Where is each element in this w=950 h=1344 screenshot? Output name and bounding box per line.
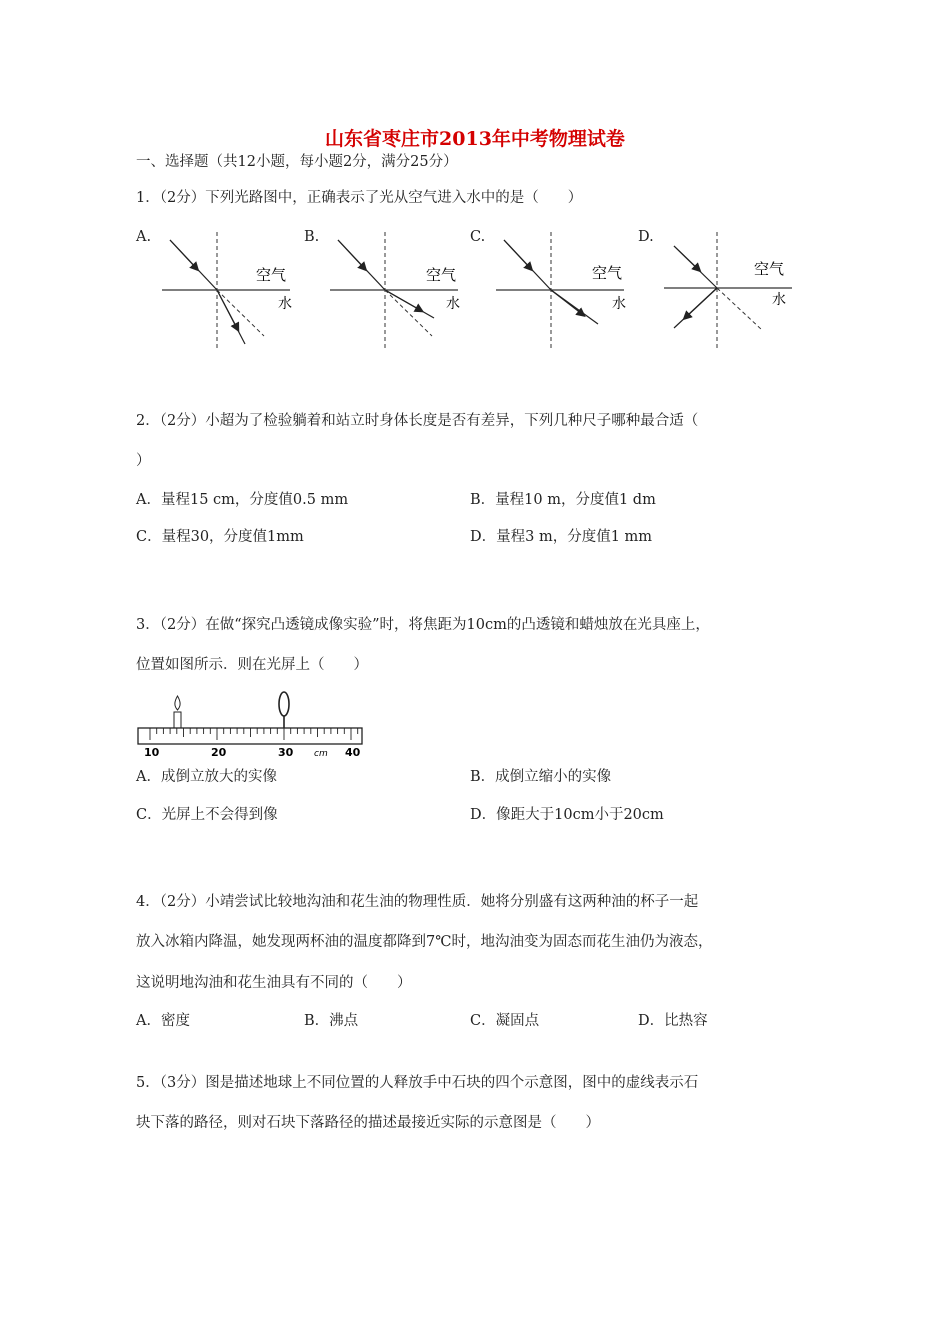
- q2-option-a: A．量程15 cm，分度值0.5 mm: [136, 492, 349, 508]
- page-title: 山东省枣庄市2013年中考物理试卷: [325, 128, 625, 150]
- candle-icon: [174, 712, 181, 728]
- question-2-stem-line2: ）: [136, 453, 151, 469]
- q1-option-c-label: C.: [470, 229, 486, 245]
- question-4-stem-line1: 4．（2分）小靖尝试比较地沟油和花生油的物理性质．她将分别盛有这两种油的杯子一起: [136, 894, 699, 910]
- question-3-stem-line2: 位置如图所示．则在光屏上（ ）: [136, 657, 368, 673]
- q1-c-air-label: 空气: [592, 264, 623, 282]
- ruler-label-10: 10: [144, 746, 160, 759]
- q3-option-a: A．成倒立放大的实像: [136, 769, 277, 785]
- ruler-unit-label: cm: [314, 749, 328, 759]
- lens-icon: [279, 692, 289, 716]
- question-5-stem-line2: 块下落的路径，则对石块下落路径的描述最接近实际的示意图是（ ）: [136, 1115, 600, 1131]
- q1-option-b-label: B.: [304, 229, 320, 245]
- ruler-label-40: 40: [345, 746, 361, 759]
- question-3-stem-line1: 3．（2分）在做“探究凸透镜成像实验”时，将焦距为10cm的凸透镜和蜡烛放在光具座上，: [136, 617, 710, 633]
- question-4-stem-line2: 放入冰箱内降温，她发现两杯油的温度都降到7℃时，地沟油变为固态而花生油仍为液态，: [136, 934, 713, 950]
- q1-diagram-a: [160, 232, 300, 348]
- q1-b-water-label: 水: [446, 296, 460, 312]
- q4-option-b: B．沸点: [304, 1013, 359, 1029]
- q4-option-a: A．密度: [136, 1013, 190, 1029]
- section-heading: 一、选择题（共12小题，每小题2分，满分25分）: [136, 154, 458, 170]
- q1-option-c: [470, 226, 485, 247]
- q2-option-d: D．量程3 m，分度值1 mm: [470, 529, 653, 545]
- q1-option-d-label: D.: [638, 229, 654, 245]
- q3-option-d: D．像距大于10cm小于20cm: [470, 807, 664, 823]
- question-2-stem-line1: 2．（2分）小超为了检验躺着和站立时身体长度是否有差异，下列几种尺子哪种最合适（: [136, 413, 699, 429]
- q3-option-c: C．光屏上不会得到像: [136, 807, 278, 823]
- q1-a-water-label: 水: [278, 296, 292, 312]
- ruler: [138, 728, 362, 744]
- q4-option-c: C．凝固点: [470, 1013, 540, 1029]
- q1-diagram-c: [494, 232, 634, 348]
- q3-option-b: B．成倒立缩小的实像: [470, 769, 612, 785]
- q1-b-air-label: 空气: [426, 266, 457, 284]
- q1-option-b: [304, 226, 319, 247]
- question-4-stem-line3: 这说明地沟油和花生油具有不同的（ ）: [136, 975, 412, 991]
- flame-icon: [175, 696, 180, 710]
- q1-option-d: [638, 226, 654, 247]
- question-5-stem-line1: 5．（3分）图是描述地球上不同位置的人释放手中石块的四个示意图，图中的虚线表示石: [136, 1075, 699, 1091]
- question-1-stem: 1．（2分）下列光路图中，正确表示了光从空气进入水中的是（ ）: [136, 190, 583, 206]
- q1-d-air-label: 空气: [754, 260, 785, 278]
- q1-c-water-label: 水: [612, 296, 626, 312]
- q2-option-c: C．量程30，分度值1mm: [136, 529, 304, 545]
- ruler-label-20: 20: [211, 746, 227, 759]
- q4-option-d: D．比热容: [638, 1013, 708, 1029]
- q2-option-b: B．量程10 m，分度值1 dm: [470, 492, 656, 508]
- q1-d-water-label: 水: [772, 292, 786, 308]
- q1-option-a: [136, 226, 151, 247]
- q1-option-a-label: A.: [136, 229, 152, 245]
- ruler-label-30: 30: [278, 746, 294, 759]
- optical-bench-figure: [136, 688, 366, 760]
- q1-diagram-b: [328, 232, 468, 348]
- q1-diagram-d: [662, 232, 802, 348]
- q1-a-air-label: 空气: [256, 266, 287, 284]
